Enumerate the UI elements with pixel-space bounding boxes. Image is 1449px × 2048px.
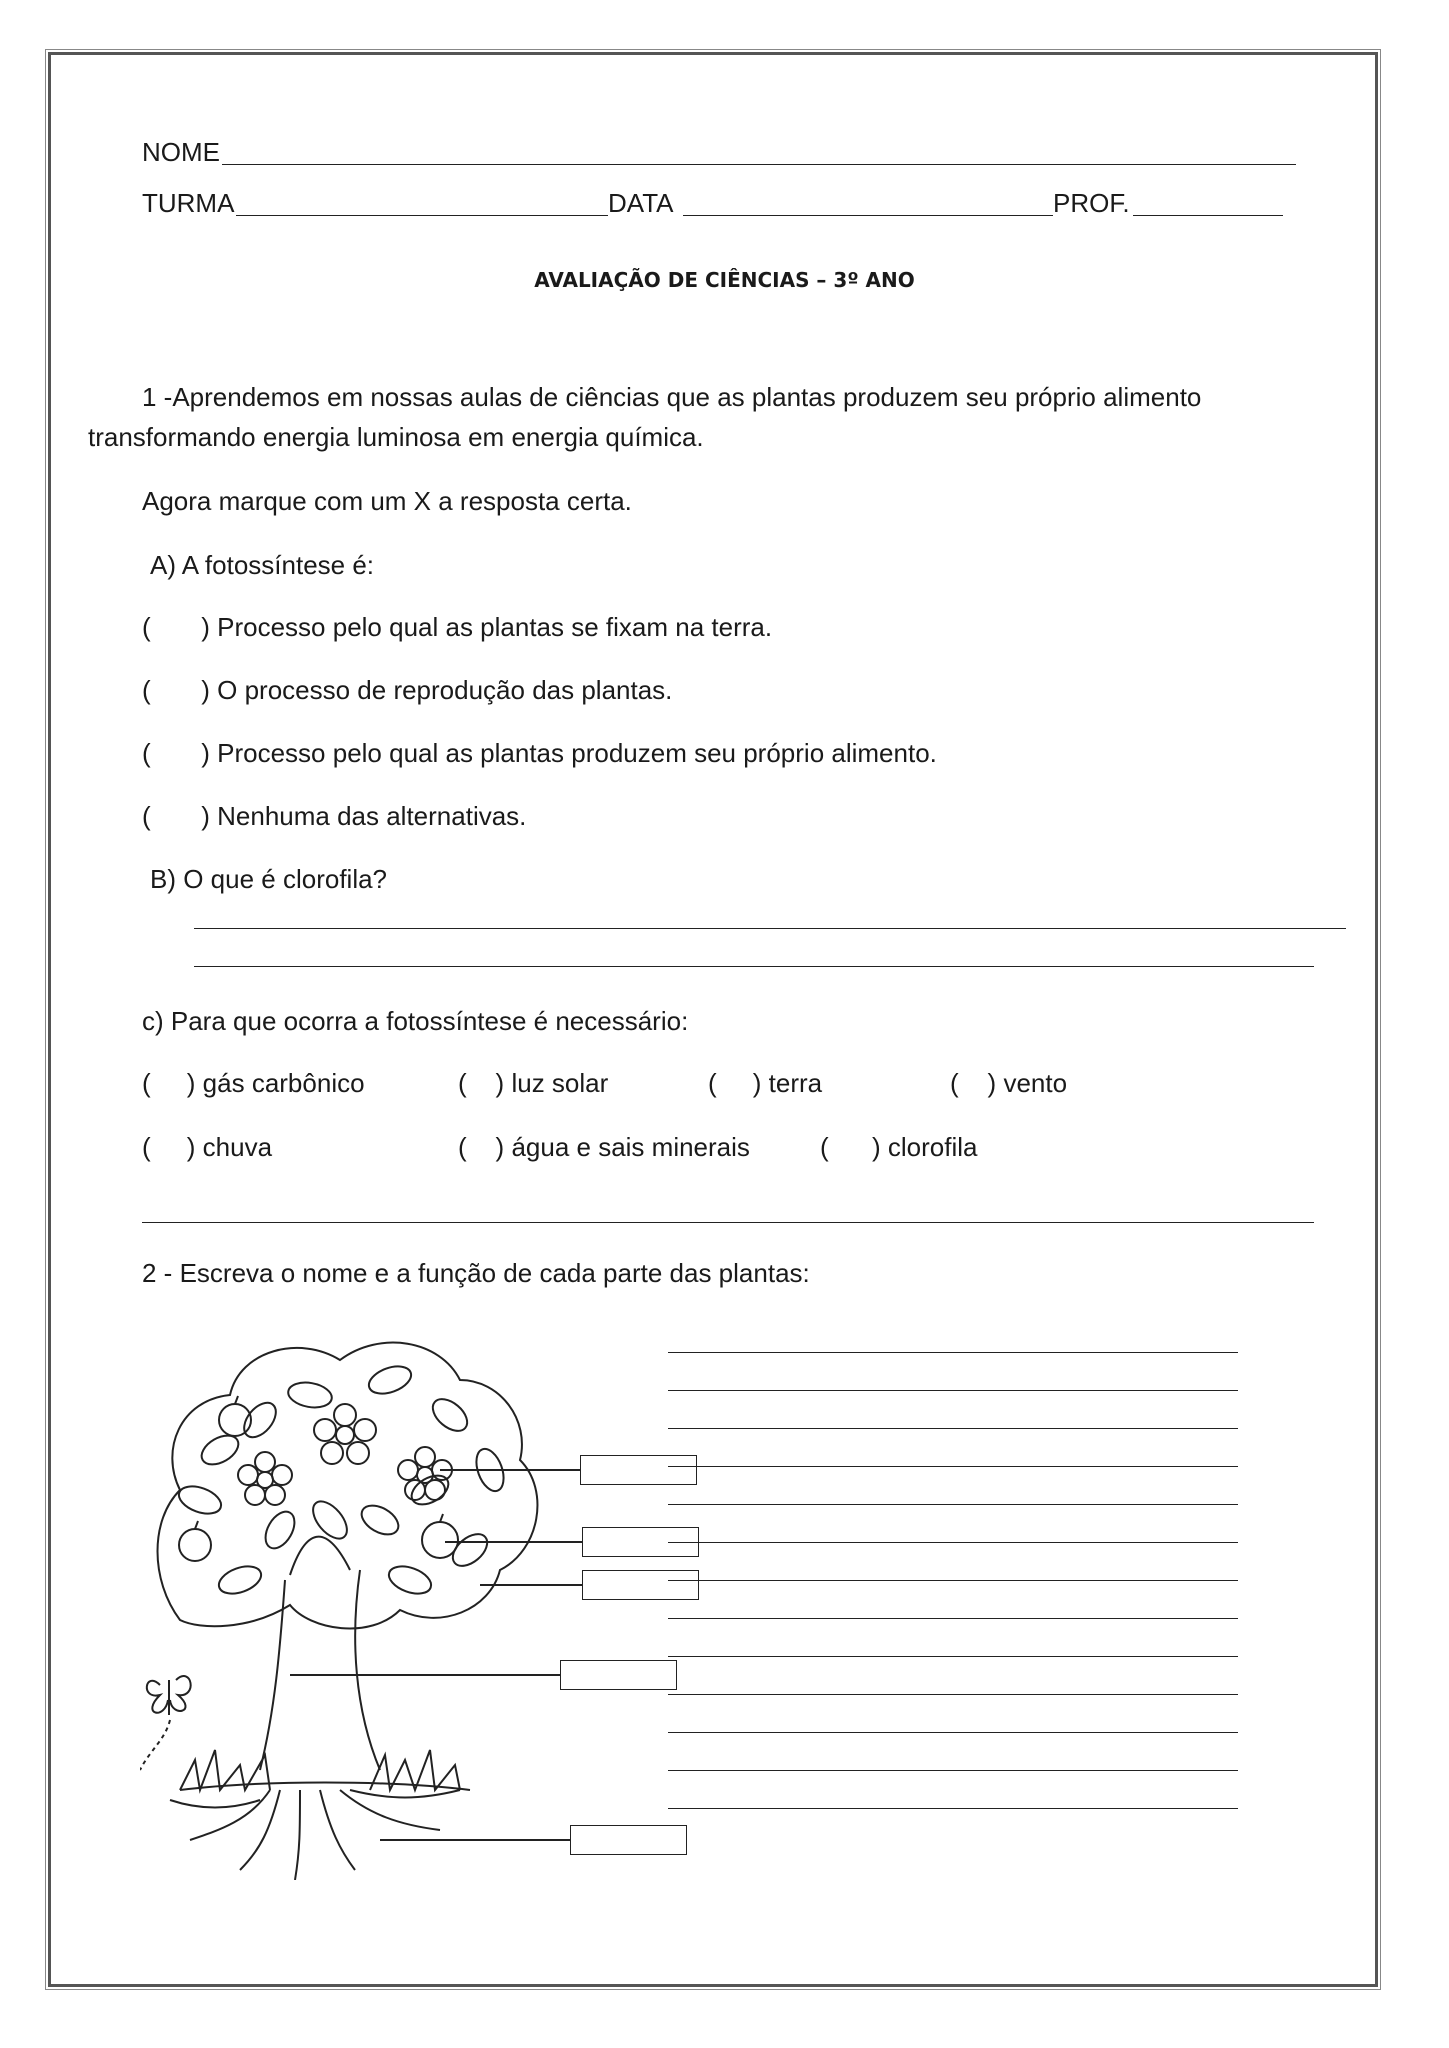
q2-answer-line[interactable] — [668, 1542, 1238, 1543]
option-label: Processo pelo qual as plantas produzem seu próprio alimento. — [217, 738, 937, 768]
checkbox-parens[interactable]: ( ) — [142, 1132, 196, 1162]
checkbox-parens[interactable]: ( ) — [142, 612, 210, 642]
option-label: clorofila — [887, 1132, 978, 1162]
q1c-option-2[interactable] — [458, 1068, 608, 1099]
q1-intro-line1: 1 -Aprendemos em nossas aulas de ciências que as plantas produzem seu próprio alimento — [142, 382, 1202, 412]
q2-answer-line[interactable] — [668, 1580, 1238, 1581]
section-divider — [142, 1222, 1314, 1223]
checkbox-parens[interactable]: ( ) — [820, 1132, 881, 1162]
checkbox-parens[interactable]: ( ) — [458, 1132, 505, 1162]
checkbox-parens[interactable]: ( ) — [142, 738, 210, 768]
q1c-option-4[interactable] — [950, 1068, 1067, 1099]
q1b-answer-line-1[interactable] — [194, 928, 1346, 929]
option-label: luz solar — [511, 1068, 609, 1098]
checkbox-parens[interactable]: ( ) — [950, 1068, 997, 1098]
q2-question: 2 - Escreva o nome e a função de cada parte das plantas: — [142, 1258, 810, 1288]
option-label: água e sais minerais — [511, 1132, 750, 1162]
plant-part-box-leaf[interactable] — [582, 1570, 699, 1600]
option-label: chuva — [202, 1132, 273, 1162]
q2-answer-line[interactable] — [668, 1770, 1238, 1771]
name-field[interactable] — [222, 164, 1296, 165]
q2-answer-line[interactable] — [668, 1618, 1238, 1619]
plant-part-box-stem[interactable] — [560, 1660, 677, 1690]
class-label: TURMA — [142, 188, 235, 218]
q2-answer-line[interactable] — [668, 1808, 1238, 1809]
q1a-option-2[interactable] — [142, 675, 672, 706]
q1c-option-3[interactable] — [708, 1068, 822, 1099]
page-title: AVALIAÇÃO DE CIÊNCIAS – 3º ANO — [534, 268, 915, 292]
q2-answer-line[interactable] — [668, 1732, 1238, 1733]
q2-answer-line[interactable] — [668, 1352, 1238, 1353]
plant-part-box-root[interactable] — [570, 1825, 687, 1855]
tree-illustration — [140, 1320, 660, 1880]
q1c-option-1[interactable] — [142, 1068, 365, 1099]
q1a-option-1[interactable] — [142, 612, 772, 643]
q1-intro-line2: transformando energia luminosa em energia química. — [88, 422, 704, 452]
q1-instruction: Agora marque com um X a resposta certa. — [142, 486, 632, 516]
q1c-question: c) Para que ocorra a fotossíntese é necessário: — [142, 1006, 689, 1036]
q1a-option-3[interactable] — [142, 738, 937, 769]
class-field[interactable] — [236, 215, 608, 216]
option-label: O processo de reprodução das plantas. — [217, 675, 673, 705]
option-label: terra — [768, 1068, 823, 1098]
checkbox-parens[interactable]: ( ) — [142, 801, 210, 831]
q2-answer-line[interactable] — [668, 1466, 1238, 1467]
q1b-question: B) O que é clorofila? — [150, 864, 388, 894]
date-field[interactable] — [683, 215, 1053, 216]
q2-answer-line[interactable] — [668, 1504, 1238, 1505]
q1a-option-4[interactable] — [142, 801, 526, 832]
date-label: DATA — [608, 188, 674, 218]
q1b-answer-line-2[interactable] — [194, 966, 1314, 967]
q1a-question: A) A fotossíntese é: — [150, 550, 375, 580]
q1c-option-5[interactable] — [142, 1132, 272, 1163]
option-label: Nenhuma das alternativas. — [217, 801, 527, 831]
q1c-option-6[interactable] — [458, 1132, 750, 1163]
option-label: Processo pelo qual as plantas se fixam na terra. — [217, 612, 773, 642]
q2-answer-line[interactable] — [668, 1428, 1238, 1429]
plant-part-box-flower[interactable] — [580, 1455, 697, 1485]
checkbox-parens[interactable]: ( ) — [458, 1068, 505, 1098]
option-label: gás carbônico — [202, 1068, 365, 1098]
checkbox-parens[interactable]: ( ) — [142, 675, 210, 705]
option-label: vento — [1003, 1068, 1068, 1098]
checkbox-parens[interactable]: ( ) — [142, 1068, 196, 1098]
teacher-label: PROF. — [1053, 188, 1130, 218]
checkbox-parens[interactable]: ( ) — [708, 1068, 762, 1098]
q2-answer-line[interactable] — [668, 1390, 1238, 1391]
name-label: NOME — [142, 137, 220, 167]
q2-answer-line[interactable] — [668, 1656, 1238, 1657]
q2-answer-line[interactable] — [668, 1694, 1238, 1695]
q1c-option-7[interactable] — [820, 1132, 978, 1163]
teacher-field[interactable] — [1133, 215, 1283, 216]
